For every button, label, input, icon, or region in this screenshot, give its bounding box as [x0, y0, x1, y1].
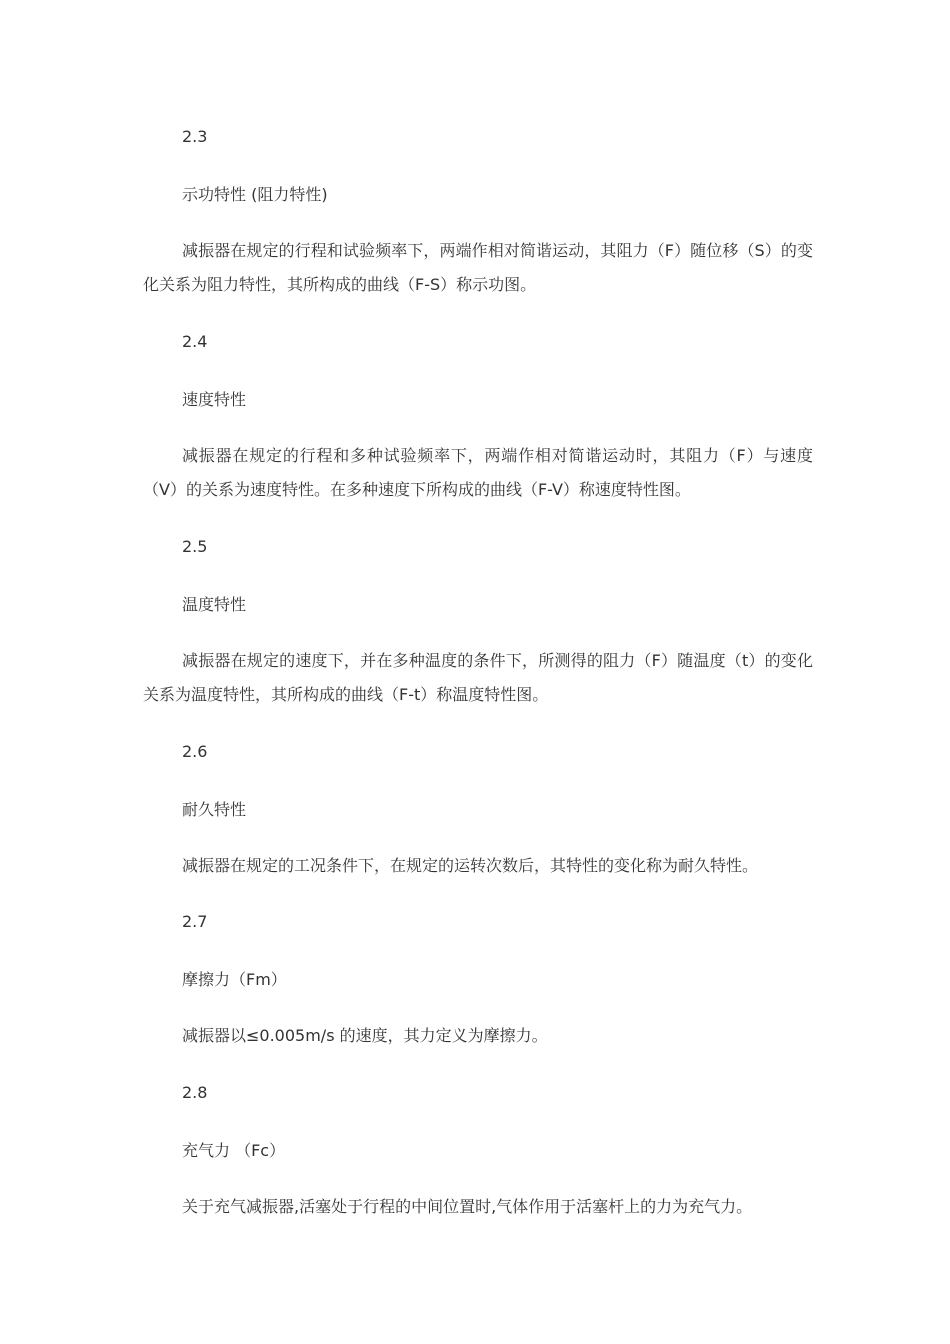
section-body-2-5: 减振器在规定的速度下，并在多种温度的条件下，所测得的阻力（F）随温度（t）的变化关系为温度特性，其所构成的曲线（F-t）称温度特性图。: [143, 651, 813, 704]
section-body-2-3: 减振器在规定的行程和试验频率下，两端作相对简谐运动，其阻力（F）随位移（S）的变化关系为阻力特性，其所构成的曲线（F-S）称示功图。: [143, 241, 813, 294]
section-number-2-3: 2.3: [182, 127, 208, 146]
section-title-2-5: 温度特性: [182, 595, 247, 614]
section-number-2-4: 2.4: [182, 332, 208, 351]
section-number-2-7: 2.7: [182, 912, 208, 931]
section-title-2-7: 摩擦力（Fm）: [182, 970, 287, 989]
section-body-2-6: 减振器在规定的工况条件下，在规定的运转次数后，其特性的变化称为耐久特性。: [182, 856, 759, 875]
section-number-2-6: 2.6: [182, 742, 208, 761]
section-body-2-4: 减振器在规定的行程和多种试验频率下，两端作相对简谐运动时，其阻力（F）与速度（V）的关系为速度特性。在多种速度下所构成的曲线（F-V）称速度特性图。: [143, 446, 813, 499]
section-body-2-8: 关于充气减振器,活塞处于行程的中间位置时,气体作用于活塞杆上的力为充气力。: [182, 1197, 753, 1216]
section-title-2-4: 速度特性: [182, 390, 247, 409]
section-title-2-8: 充气力 （Fc）: [182, 1141, 286, 1160]
section-number-2-8: 2.8: [182, 1083, 208, 1102]
section-body-2-7: 减振器以≤0.005m/s 的速度，其力定义为摩擦力。: [182, 1026, 548, 1045]
section-number-2-5: 2.5: [182, 537, 208, 556]
section-title-2-3: 示功特性 (阻力特性): [182, 185, 328, 204]
section-title-2-6: 耐久特性: [182, 800, 247, 819]
